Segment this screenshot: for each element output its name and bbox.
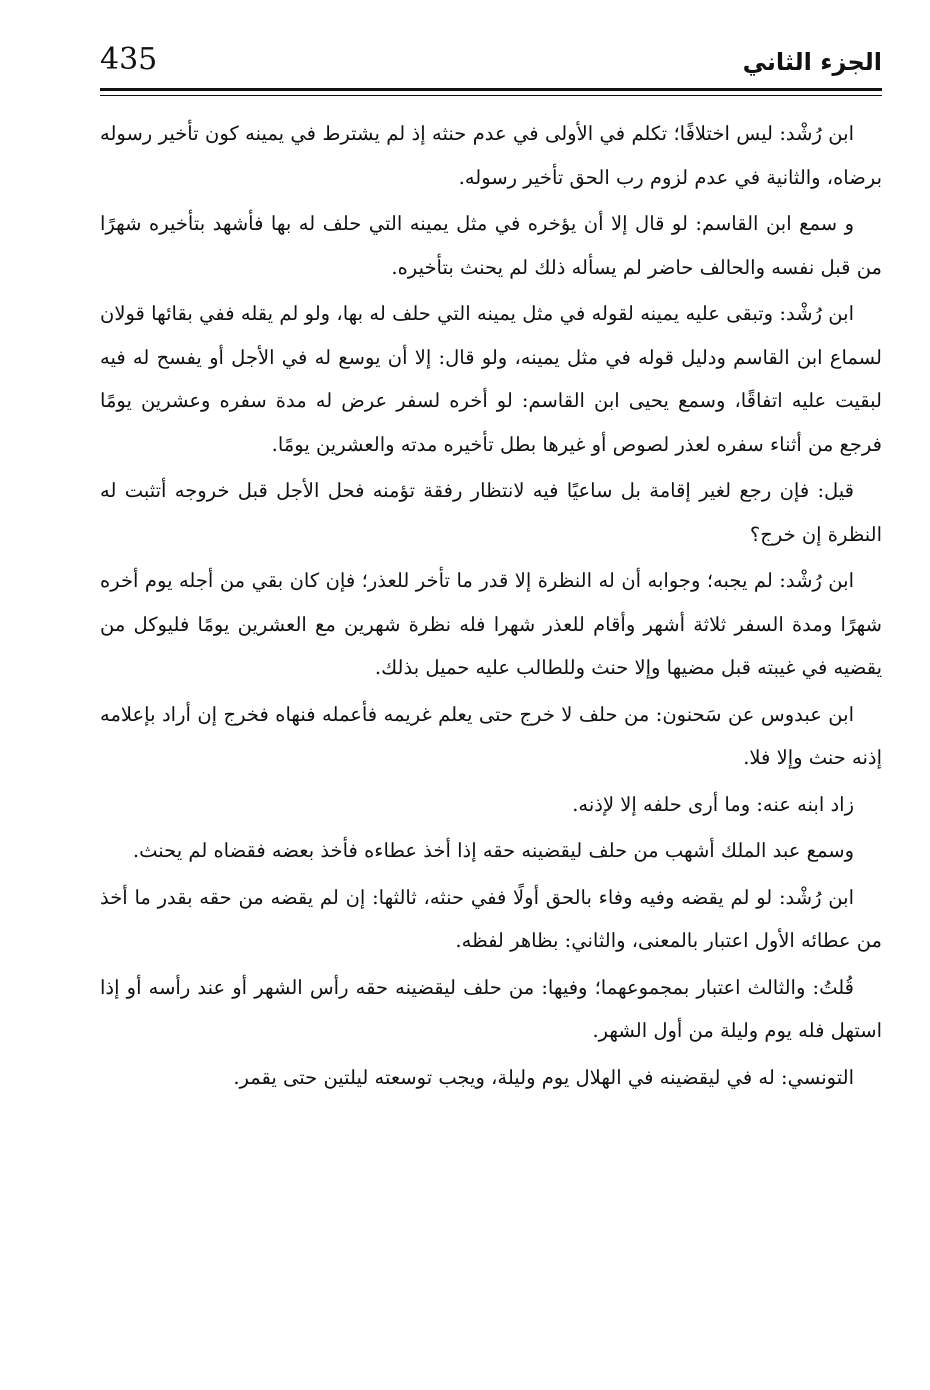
paragraph: ابن رُشْد: وتبقى عليه يمينه لقوله في مثل يمينه التي حلف له بها، ولو لم يقله ففي بقائها قولان لسماع ابن القاسم ودليل قوله في مثل يمينه، ولو قال: إلا أن يوسع له في الأجل أو يفسح له فيه لبقيت عليه اتفاقًا، وسمع يحيى ابن القاسم: لو أخره لسفر عرض له مدة سفره وعشرين يومًا فرجع من أثناء سفره لعذر لصوص أو غيرها بطل تأخيره مدته والعشرين يومًا. <box>100 302 882 456</box>
paragraph: قُلتُ: والثالث اعتبار بمجموعهما؛ وفيها: من حلف ليقضينه حقه رأس الشهر أو عند رأسه أو إذا استهل فله يوم وليلة من أول الشهر. <box>100 975 882 1042</box>
volume-title: الجزء الثاني <box>742 48 882 76</box>
paragraph: وسمع عبد الملك أشهب من حلف ليقضينه حقه إذا أخذ عطاءه فأخذ بعضه فقضاه لم يحنث. <box>132 839 854 862</box>
paragraph: ابن رُشْد: لم يجبه؛ وجوابه أن له النظرة إلا قدر ما تأخر للعذر؛ فإن كان بقي من أجله يوم أخره شهرًا ومدة السفر ثلاثة أشهر وأقام للعذر شهرا فله نظرة شهرين مع العشرين يومًا فليوكل من يقضيه في غيبته قبل مضيها وإلا حنث وللطالب عليه حميل بذلك. <box>100 569 882 679</box>
header-rule-thin <box>100 95 882 96</box>
paragraph: زاد ابنه عنه: وما أرى حلفه إلا لإذنه. <box>572 792 854 816</box>
body-text <box>100 112 882 1102</box>
paragraph: ابن عبدوس عن سَحنون: من حلف لا خرج حتى يعلم غريمه فأعمله فنهاه فخرج إن أراد بإعلامه إذنه حنث وإلا فلا. <box>100 702 882 769</box>
paragraph: و سمع ابن القاسم: لو قال إلا أن يؤخره في مثل يمينه التي حلف له بها فأشهد بتأخيره شهرًا من قبل نفسه والحالف حاضر لم يسأله ذلك لم يحنث بتأخيره. <box>100 212 882 279</box>
paragraph: ابن رُشْد: لو لم يقضه وفيه وفاء بالحق أولًا ففي حنثه، ثالثها: إن لم يقضه من حقه بقدر ما أخذ من عطائه الأول اعتبار بالمعنى، والثاني: بظاهر لفظه. <box>100 885 882 952</box>
paragraph: قيل: فإن رجع لغير إقامة بل ساعيًا فيه لانتظار رفقة تؤمنه فحل الأجل قبل خروجه أتثبت له النظرة إن خرج؟ <box>100 479 882 546</box>
header-rule-thick <box>100 88 882 91</box>
paragraph: التونسي: له في ليقضينه في الهلال يوم وليلة، ويجب توسعته ليلتين حتى يقمر. <box>233 1065 854 1089</box>
paragraph: ابن رُشْد: ليس اختلافًا؛ تكلم في الأولى في عدم حنثه إذ لم يشترط في يمينه كون تأخير رسوله برضاه، والثانية في عدم لزوم رب الحق تأخير رسوله. <box>100 122 882 189</box>
page-number: 435 <box>100 42 158 77</box>
page-header <box>100 38 882 90</box>
